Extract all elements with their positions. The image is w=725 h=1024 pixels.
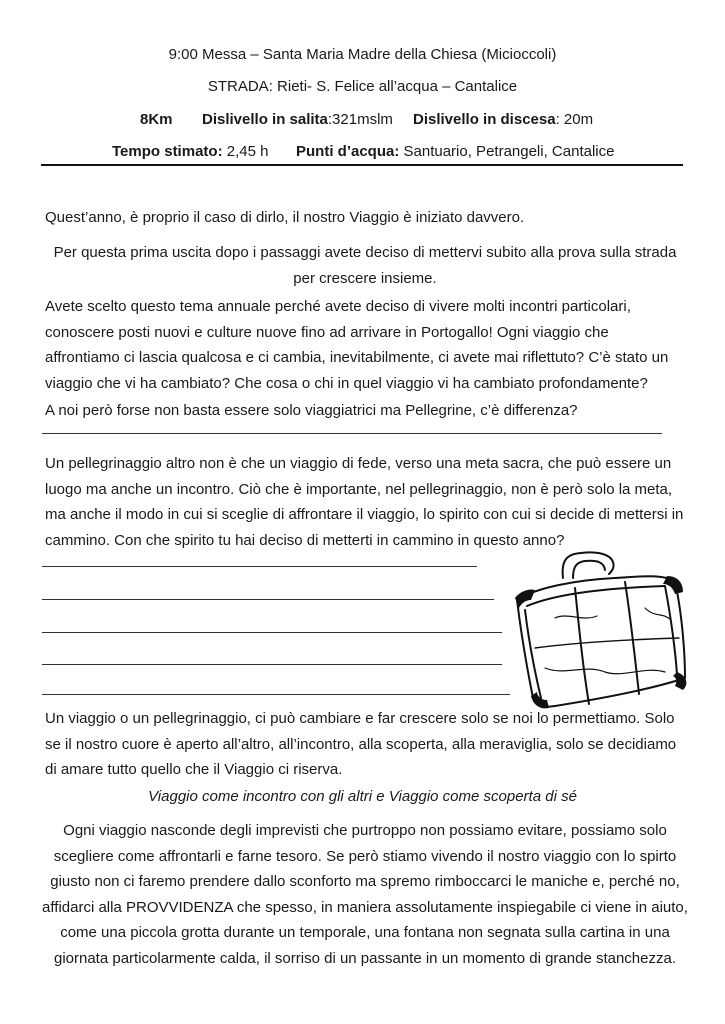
answer-line[interactable] [42, 664, 502, 665]
elevation-loss-label: Dislivello in discesa [413, 111, 556, 128]
water-points [296, 143, 614, 160]
water-points-value: Santuario, Petrangeli, Cantalice [399, 143, 615, 160]
route-value: : Rieti- S. Felice all’acqua – Cantalice [268, 78, 518, 95]
elevation-loss [413, 111, 593, 128]
answer-line[interactable] [42, 632, 502, 633]
paragraph-providence: Ogni viaggio nasconde degli imprevisti che purtroppo non possiamo evitare, possiamo solo scegliere come affrontarli e farne tesoro. Se però stiamo vivendo il nostro viaggio con lo spirto giusto non ci faremo prendere dallo sconforto ma spremo rimboccarci le maniche e, perché no, affidarci alla PROVVIDENZA che spesso, in maniera assolutamente inspiegabile ci viene in aiuto, come una piccola grotta durante un temporale, una fontana non segnata sulla cartina in una giornata particolarmente calda, il sorriso di un passante in un momento di grande stanchezza. [42, 822, 688, 967]
answer-line[interactable] [42, 599, 494, 600]
answer-line[interactable] [42, 566, 477, 567]
paragraph-intro: Quest’anno, è proprio il caso di dirlo, il nostro Viaggio è iniziato davvero. [45, 209, 525, 226]
estimated-time-value: 2,45 h [222, 143, 269, 160]
paragraph-annual-theme: Avete scelto questo tema annuale perché avete deciso di vivere molti incontri particolari, conoscere posti nuovi e culture nuove fino ad arrivare in Portogallo! Ogni viaggio che affrontiamo ci lascia qualcosa e ci cambia, inevitabilmente, ci avete mai riflettuto? C’è stato un viaggio che vi ha cambiato? Che cosa o chi in quel viaggio vi ha cambiato profondamente? [45, 298, 669, 392]
paragraph-change: Un viaggio o un pellegrinaggio, ci può cambiare e far crescere solo se noi lo permettiamo. Solo se il nostro cuore è aperto all’altro, all’incontro, alla scoperta, alla meraviglia, solo se decidiamo di amare tutto quello che il Viaggio ci riserva. [45, 710, 677, 778]
section-subtitle: Viaggio come incontro con gli altri e Viaggio come scoperta di sé [148, 788, 577, 805]
suitcase-illustration [505, 548, 695, 718]
distance-km: 8Km [140, 111, 173, 128]
paragraph-pilgrims-question: A noi però forse non basta essere solo viaggiatrici ma Pellegrine, c’è differenza? [45, 402, 578, 419]
elevation-gain-value: :321mslm [327, 111, 393, 128]
estimated-time-label: Tempo stimato: [112, 143, 223, 160]
paragraph-first-outing: Per questa prima uscita dopo i passaggi avete deciso di mettervi subito alla prova sulla strada per crescere insieme. [53, 244, 677, 287]
header-route-line [0, 78, 725, 95]
estimated-time [112, 143, 268, 160]
elevation-gain-label: Dislivello in salita [202, 111, 328, 128]
route-label: STRADA [207, 78, 269, 95]
paragraph-pilgrimage: Un pellegrinaggio altro non è che un viaggio di fede, verso una meta sacra, che può essere un luogo ma anche un incontro. Ciò che è importante, nel pellegrinaggio, non è però solo la meta, ma anche il modo in cui si sceglie di affrontare il viaggio, lo spirito con cui si decide di mettersi in cammino. Con che spirito tu hai deciso di metterti in cammino in questo anno? [45, 455, 684, 549]
header-mass-line: 9:00 Messa – Santa Maria Madre della Chiesa (Micioccoli) [168, 46, 557, 63]
water-points-label: Punti d’acqua: [296, 143, 400, 160]
elevation-gain [202, 111, 393, 128]
elevation-loss-value: : 20m [555, 111, 594, 128]
header-divider [41, 164, 683, 166]
answer-line[interactable] [42, 433, 662, 434]
answer-line[interactable] [42, 694, 510, 695]
